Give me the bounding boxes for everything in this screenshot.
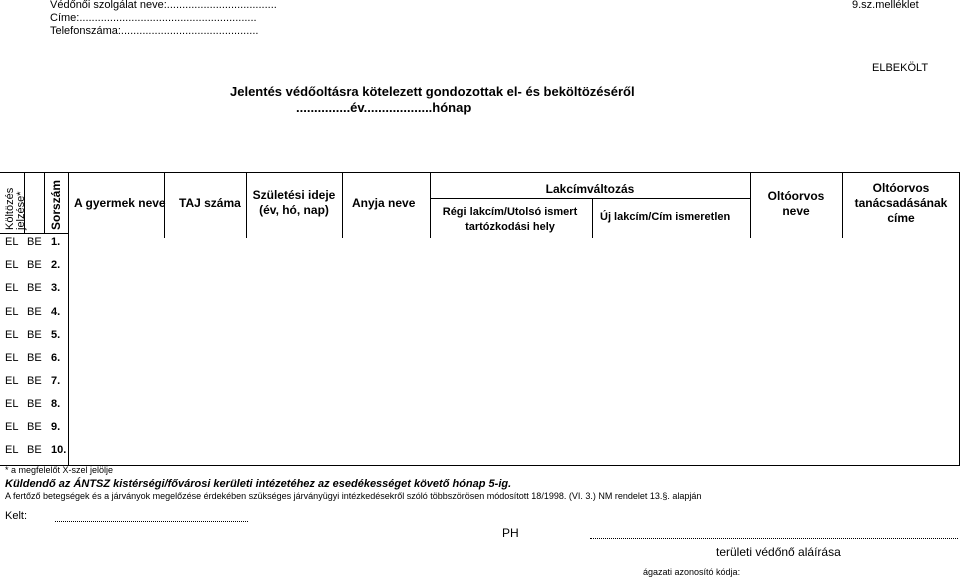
be-option[interactable]: BE — [27, 352, 42, 364]
row-number: 7. — [51, 375, 61, 387]
be-option[interactable]: BE — [27, 375, 42, 387]
col-moving-flag: Költözés jelzése* — [4, 187, 27, 230]
be-option[interactable]: BE — [27, 421, 42, 433]
col-child-name: A gyermek neve — [74, 196, 166, 210]
el-option[interactable]: EL — [5, 259, 19, 271]
sector-id-label: ágazati azonosító kódja: — [643, 567, 741, 577]
row-number: 8. — [51, 398, 61, 410]
footnote: * a megfelelőt X-szel jelölje — [5, 465, 114, 475]
el-option[interactable]: EL — [5, 398, 19, 410]
col-counseling-address: Oltóorvos tanácsadásának címe — [854, 181, 948, 225]
col-new-address: Új lakcím/Cím ismeretlen — [600, 211, 731, 223]
phone-line: Telefonszáma:............................................. — [50, 25, 259, 37]
el-option[interactable]: EL — [5, 329, 19, 341]
service-name-line: Védőnői szolgálat neve:.................................... — [50, 0, 277, 11]
el-option[interactable]: EL — [5, 421, 19, 433]
col-address-change: Lakcímváltozás — [545, 182, 635, 196]
col-serial: Sorszám — [49, 179, 63, 230]
col-vaccinator: Oltóorvos neve — [767, 189, 825, 218]
col-taj: TAJ száma — [179, 196, 241, 210]
col-mother-name: Anyja neve — [352, 196, 416, 210]
send-instruction: Küldendő az ÁNTSZ kistérségi/fővárosi kerületi intézetéhez az esedékességet követő hónap 5-ig. — [5, 478, 512, 490]
row-number: 5. — [51, 329, 61, 341]
row-number: 2. — [51, 259, 61, 271]
direction-tag: ELBEKÖLT — [872, 62, 929, 74]
address-line: Címe:.......................................................... — [50, 12, 257, 24]
be-option[interactable]: BE — [27, 306, 42, 318]
kelt-label: Kelt: — [5, 510, 28, 522]
page-title: Jelentés védőoltásra kötelezett gondozottak el- és beköltözéséről — [230, 84, 635, 99]
be-option[interactable]: BE — [27, 444, 42, 456]
el-option[interactable]: EL — [5, 444, 19, 456]
period-line: ...............év...................hónap — [296, 100, 472, 115]
row-number: 9. — [51, 421, 61, 433]
row-number: 6. — [51, 352, 61, 364]
col-birth-date: Születési ideje (év, hó, nap) — [252, 188, 336, 217]
be-option[interactable]: BE — [27, 329, 42, 341]
be-option[interactable]: BE — [27, 398, 42, 410]
signature-line[interactable] — [590, 538, 958, 539]
el-option[interactable]: EL — [5, 282, 19, 294]
appendix-tag: 9.sz.melléklet — [852, 0, 919, 11]
row-number: 4. — [51, 306, 61, 318]
el-option[interactable]: EL — [5, 352, 19, 364]
el-option[interactable]: EL — [5, 236, 19, 248]
el-option[interactable]: EL — [5, 306, 19, 318]
row-number: 10. — [51, 444, 67, 456]
be-option[interactable]: BE — [27, 282, 42, 294]
stamp-label: PH — [502, 526, 519, 540]
legal-basis: A fertőző betegségek és a járványok megelőzése érdekében szükséges járványügyi intézkedésekről szóló többszörösen módosított 18/1998. (VI. 3.) NM rendelet 13.§. alapján — [5, 491, 702, 501]
row-number: 1. — [51, 236, 61, 248]
row-number: 3. — [51, 282, 61, 294]
col-old-address: Régi lakcím/Utolsó ismert tartózkodási hely — [442, 206, 578, 233]
kelt-line[interactable] — [55, 521, 248, 522]
signature-label: területi védőnő aláírása — [716, 545, 841, 559]
el-option[interactable]: EL — [5, 375, 19, 387]
be-option[interactable]: BE — [27, 236, 42, 248]
be-option[interactable]: BE — [27, 259, 42, 271]
